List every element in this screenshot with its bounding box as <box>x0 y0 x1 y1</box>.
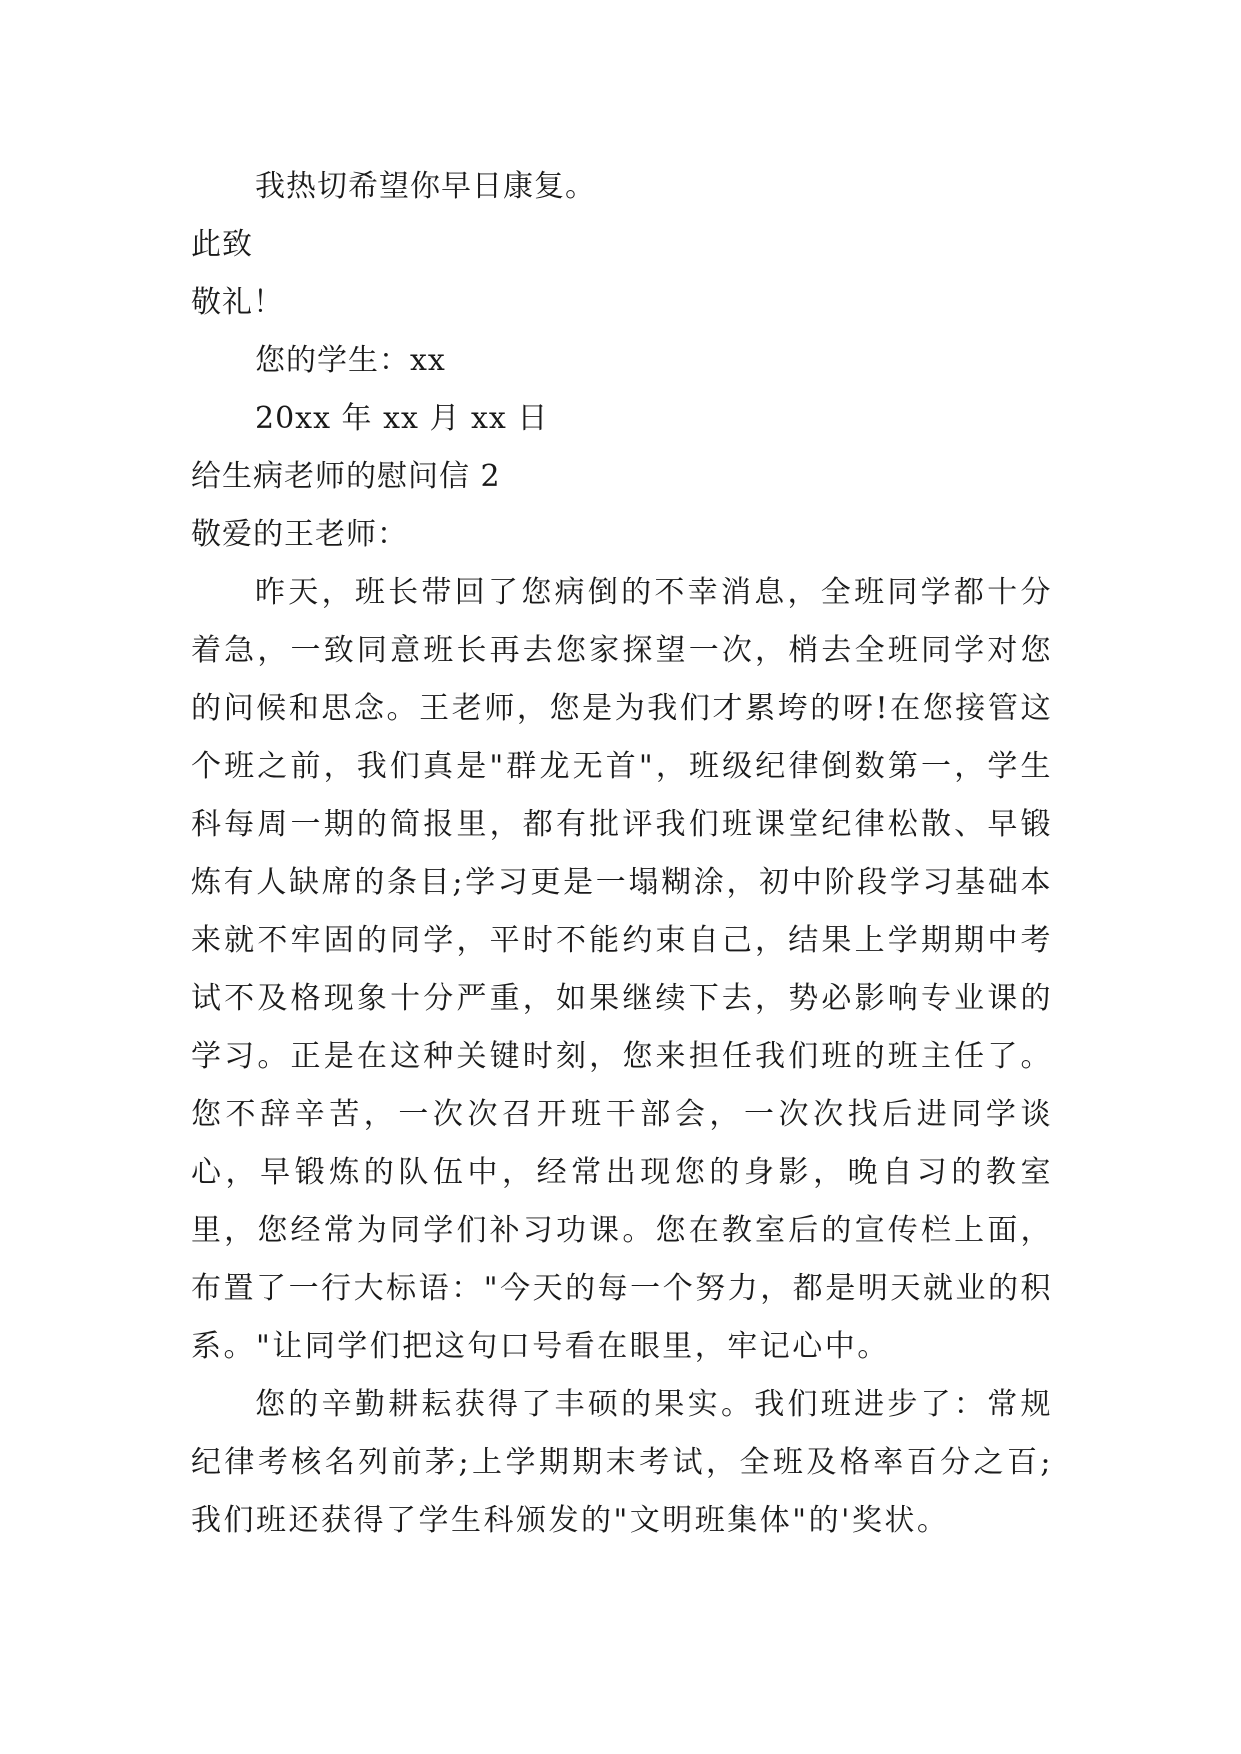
salutation-cizhi: 此致 <box>191 227 253 262</box>
body-paragraph: 昨天，班长带回了您病倒的不幸消息，全班同学都十分着急，一致同意班长再去您家探望一次，梢去全班同学对您的问候和思念。王老师，您是为我们才累垮的呀!在您接管这个班之前，我们真是"群龙无首"，班级纪律倒数第一，学生科每周一期的简报里，都有批评我们班课堂纪律松散、早锻炼有人缺席的条目;学习更是一塌糊涂，初中阶段学习基础本来就不牢固的同学，平时不能约束自己，结果上学期期中考试不及格现象十分严重，如果继续下去，势必影响专业课的学习。正是在这种关键时刻，您来担任我们班的班主任了。您不辞辛苦，一次次召开班干部会，一次次找后进同学谈心，早锻炼的队伍中，经常出现您的身影，晚自习的教室里，您经常为同学们补习功课。您在教室后的宣传栏上面，布置了一行大标语："今天的每一个努力，都是明天就业的积系。"让同学们把这句口号看在眼里，牢记心中。 <box>191 575 1053 1364</box>
greeting: 敬爱的王老师： <box>191 517 408 552</box>
date-line: 20xx 年 xx 月 xx 日 <box>255 401 549 436</box>
body-paragraph: 您的辛勤耕耘获得了丰硕的果实。我们班进步了：常规纪律考核名列前茅;上学期期末考试，全班及格率百分之百;我们班还获得了学生科颁发的"文明班集体"的'奖状。 <box>191 1387 1053 1538</box>
salutation-jingli: 敬礼！ <box>191 285 284 320</box>
closing-wish: 我热切希望你早日康复。 <box>255 169 596 204</box>
signature: 您的学生：xx <box>255 343 446 378</box>
document-body <box>191 158 1053 1550</box>
section-title: 给生病老师的慰问信 2 <box>191 459 501 494</box>
